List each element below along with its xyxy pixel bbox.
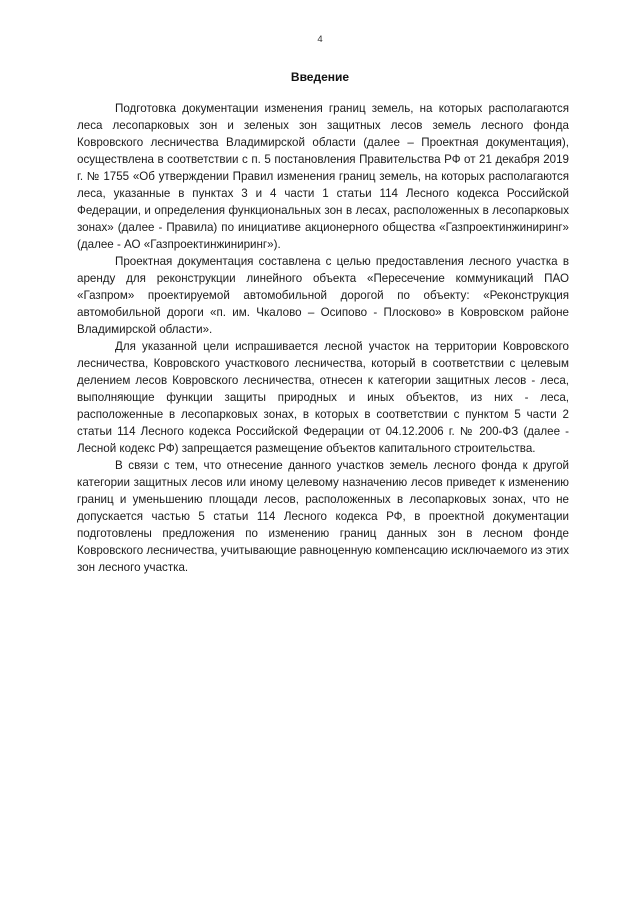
paragraph-2: Проектная документация составлена с целью предоставления лесного участка в аренду для реконструкции линейного объекта «Пересечение коммуникаций ПАО «Газпром» проектируемой автомобильной дорогой по объекту: «Реконструкция автомобильной дороги «п. им. Чкалово – Осипово - Плосково» в Ковровском районе Владимирской области».	[77, 255, 569, 336]
page-number: 4	[317, 34, 323, 45]
paragraph-4: В связи с тем, что отнесение данного участков земель лесного фонда к другой категории защитных лесов или иному целевому назначению лесов приведет к изменению границ и уменьшению площади лесов, расположенных в лесопарковых зонах, что не допускается частью 5 статьи 114 Лесного кодекса РФ, в проектной документации подготовлены предложения по изменению границ данных зон в лесном фонде Ковровского лесничества, учитывающие равноценную компенсацию исключаемого из этих зон лесного участка.	[77, 459, 569, 574]
paragraph-1: Подготовка документации изменения границ земель, на которых располагаются леса лесопарковых зон и зеленых зон защитных лесов земель лесного фонда Ковровского лесничества Владимирской области (далее – Проектная документация), осуществлена в соответствии с п. 5 постановления Правительства РФ от 21 декабря 2019 г. № 1755 «Об утверждении Правил изменения границ земель, на которых располагаются леса, указанные в пунктах 3 и 4 части 1 статьи 114 Лесного кодекса Российской Федерации, и определения функциональных зон в лесах, расположенных в лесопарковых зонах» (далее - Правила) по инициативе акционерного общества «Газпроектинжиниринг» (далее - АО «Газпроектинжиниринг»).	[77, 102, 569, 251]
document-body	[77, 100, 569, 576]
section-title: Введение	[290, 70, 350, 84]
paragraph-3: Для указанной цели испрашивается лесной участок на территории Ковровского лесничества, Ковровского участкового лесничества, который в соответствии с целевым делением лесов Ковровского лесничества, отнесен к категории защитных лесов - леса, выполняющие функции защиты природных и иных объектов, из них - леса, расположенные в лесопарковых зонах, в которых в соответствии с пунктом 5 части 2 статьи 114 Лесного кодекса Российской Федерации от 04.12.2006 г. № 200-ФЗ (далее - Лесной кодекс РФ) запрещается размещение объектов капитального строительства.	[77, 340, 569, 455]
